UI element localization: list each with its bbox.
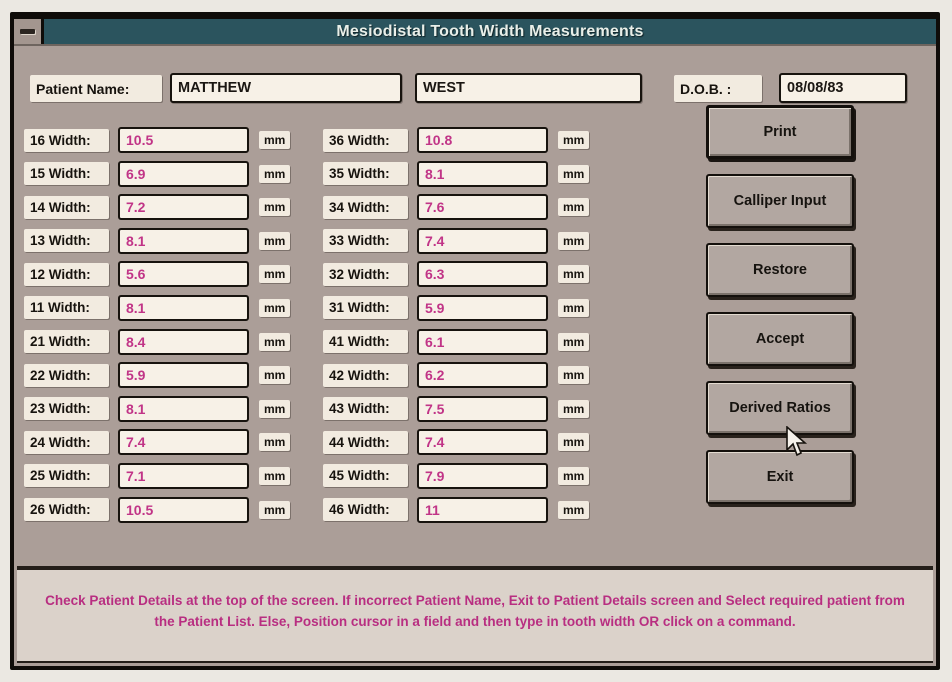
unit-label: mm	[558, 467, 589, 485]
unit-label: mm	[259, 467, 290, 485]
tooth-row	[24, 228, 290, 254]
tooth-width-field[interactable]: 5.6	[118, 261, 249, 287]
tooth-width-field[interactable]: 10.8	[417, 127, 548, 153]
tooth-width-field[interactable]: 7.4	[417, 228, 548, 254]
tooth-width-field[interactable]: 7.4	[118, 429, 249, 455]
tooth-row	[323, 261, 589, 287]
unit-label: mm	[259, 232, 290, 250]
unit-label: mm	[259, 131, 290, 149]
tooth-width-field[interactable]: 7.6	[417, 194, 548, 220]
tooth-width-label: 33 Width:	[323, 229, 408, 252]
tooth-row	[24, 463, 290, 489]
unit-label: mm	[558, 165, 589, 183]
tooth-width-field[interactable]: 10.5	[118, 497, 249, 523]
tooth-width-label: 15 Width:	[24, 162, 109, 185]
tooth-width-label: 13 Width:	[24, 229, 109, 252]
tooth-row	[323, 497, 589, 523]
unit-label: mm	[558, 299, 589, 317]
tooth-row	[323, 194, 589, 220]
tooth-width-label: 32 Width:	[323, 263, 408, 286]
tooth-width-label: 36 Width:	[323, 129, 408, 152]
first-name-field[interactable]: MATTHEW	[170, 73, 402, 103]
tooth-width-label: 14 Width:	[24, 196, 109, 219]
tooth-width-field[interactable]: 5.9	[417, 295, 548, 321]
unit-label: mm	[558, 131, 589, 149]
tooth-width-field[interactable]: 5.9	[118, 362, 249, 388]
tooth-width-field[interactable]: 8.1	[118, 396, 249, 422]
patient-name-label: Patient Name:	[30, 75, 162, 102]
unit-label: mm	[558, 433, 589, 451]
derived-ratios-button[interactable]: Derived Ratios	[706, 381, 854, 435]
tooth-row	[24, 295, 290, 321]
tooth-row	[24, 161, 290, 187]
tooth-width-label: 23 Width:	[24, 397, 109, 420]
tooth-row	[24, 127, 290, 153]
tooth-row	[323, 329, 589, 355]
tooth-width-label: 41 Width:	[323, 330, 408, 353]
tooth-width-label: 46 Width:	[323, 498, 408, 521]
tooth-width-label: 43 Width:	[323, 397, 408, 420]
tooth-width-field[interactable]: 7.4	[417, 429, 548, 455]
tooth-width-field[interactable]: 6.1	[417, 329, 548, 355]
unit-label: mm	[259, 165, 290, 183]
exit-button[interactable]: Exit	[706, 450, 854, 504]
tooth-width-label: 34 Width:	[323, 196, 408, 219]
calliper-input-button[interactable]: Calliper Input	[706, 174, 854, 228]
tooth-width-field[interactable]: 7.2	[118, 194, 249, 220]
window-title: Mesiodistal Tooth Width Measurements	[44, 19, 936, 44]
tooth-width-label: 11 Width:	[24, 296, 109, 319]
dob-label: D.O.B. :	[674, 75, 762, 102]
tooth-width-field[interactable]: 8.4	[118, 329, 249, 355]
tooth-width-label: 45 Width:	[323, 464, 408, 487]
instruction-panel	[17, 566, 933, 663]
tooth-width-label: 44 Width:	[323, 431, 408, 454]
unit-label: mm	[558, 265, 589, 283]
tooth-row	[24, 396, 290, 422]
tooth-row	[24, 194, 290, 220]
instruction-text: Check Patient Details at the top of the screen. If incorrect Patient Name, Exit to Patient Details screen and Select required patient from the Patient List. Else, Position cursor in a field and then type in tooth width OR click on a command.	[45, 593, 905, 629]
tooth-row	[24, 261, 290, 287]
tooth-row	[323, 362, 589, 388]
unit-label: mm	[259, 366, 290, 384]
unit-label: mm	[558, 232, 589, 250]
tooth-row	[323, 127, 589, 153]
tooth-row	[323, 396, 589, 422]
tooth-width-label: 21 Width:	[24, 330, 109, 353]
tooth-width-field[interactable]: 6.3	[417, 261, 548, 287]
tooth-width-field[interactable]: 7.1	[118, 463, 249, 489]
unit-label: mm	[558, 198, 589, 216]
unit-label: mm	[259, 400, 290, 418]
unit-label: mm	[558, 501, 589, 519]
tooth-width-field[interactable]: 8.1	[118, 228, 249, 254]
tooth-row	[24, 429, 290, 455]
unit-label: mm	[558, 333, 589, 351]
restore-button[interactable]: Restore	[706, 243, 854, 297]
tooth-width-label: 42 Width:	[323, 364, 408, 387]
unit-label: mm	[259, 299, 290, 317]
tooth-width-label: 26 Width:	[24, 498, 109, 521]
tooth-width-field[interactable]: 11	[417, 497, 548, 523]
unit-label: mm	[259, 501, 290, 519]
tooth-column-lower	[323, 127, 589, 530]
tooth-row	[323, 429, 589, 455]
unit-label: mm	[259, 333, 290, 351]
command-button-column	[706, 105, 854, 504]
dob-field[interactable]: 08/08/83	[779, 73, 907, 103]
measurements-window	[10, 12, 940, 670]
tooth-row	[323, 228, 589, 254]
tooth-width-label: 31 Width:	[323, 296, 408, 319]
unit-label: mm	[558, 366, 589, 384]
tooth-row	[323, 161, 589, 187]
tooth-width-label: 12 Width:	[24, 263, 109, 286]
tooth-column-upper	[24, 127, 290, 530]
tooth-row	[24, 497, 290, 523]
control-menu-icon	[20, 29, 35, 34]
tooth-width-field[interactable]: 7.9	[417, 463, 548, 489]
unit-label: mm	[259, 433, 290, 451]
tooth-width-label: 22 Width:	[24, 364, 109, 387]
surname-field[interactable]: WEST	[415, 73, 642, 103]
tooth-row	[24, 362, 290, 388]
tooth-width-label: 35 Width:	[323, 162, 408, 185]
tooth-row	[24, 329, 290, 355]
control-menu-button[interactable]	[14, 19, 44, 44]
accept-button[interactable]: Accept	[706, 312, 854, 366]
tooth-row	[323, 295, 589, 321]
unit-label: mm	[558, 400, 589, 418]
tooth-width-field[interactable]: 10.5	[118, 127, 249, 153]
tooth-width-field[interactable]: 6.2	[417, 362, 548, 388]
print-button[interactable]: Print	[706, 105, 854, 159]
tooth-width-field[interactable]: 8.1	[118, 295, 249, 321]
tooth-width-field[interactable]: 7.5	[417, 396, 548, 422]
tooth-width-label: 24 Width:	[24, 431, 109, 454]
title-bar	[14, 19, 936, 46]
tooth-row	[323, 463, 589, 489]
unit-label: mm	[259, 198, 290, 216]
tooth-width-label: 25 Width:	[24, 464, 109, 487]
tooth-width-field[interactable]: 8.1	[417, 161, 548, 187]
tooth-width-field[interactable]: 6.9	[118, 161, 249, 187]
tooth-width-label: 16 Width:	[24, 129, 109, 152]
unit-label: mm	[259, 265, 290, 283]
